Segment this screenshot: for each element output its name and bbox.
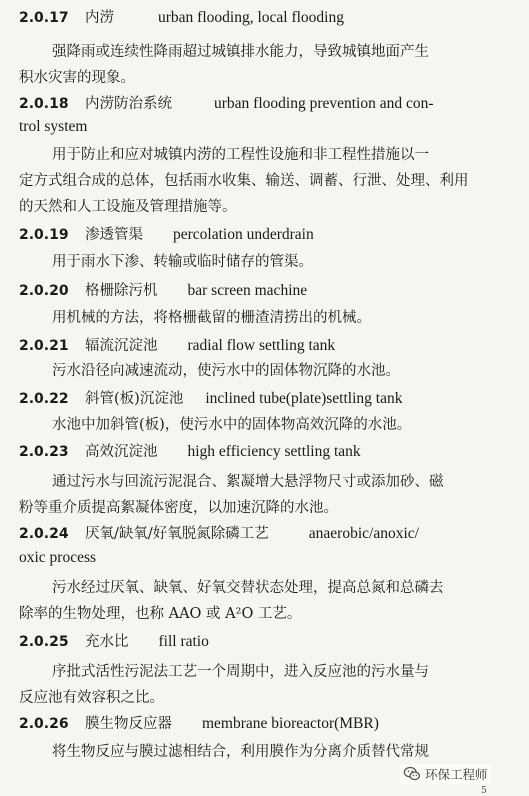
term-heading	[19, 630, 209, 651]
term-english: urban flooding prevention and con-	[214, 95, 434, 112]
term-heading	[19, 223, 314, 244]
page-number: 5	[481, 786, 487, 796]
term-number: 2.0.18	[19, 96, 69, 112]
term-number: 2.0.21	[19, 338, 69, 354]
watermark-text: 环保工程师	[425, 767, 488, 782]
term-description-line: 通过污水与回流污泥混合、絮凝增大悬浮物尺寸或添加砂、磁	[52, 474, 444, 490]
term-english: bar screen machine	[187, 282, 308, 299]
term-number: 2.0.25	[19, 634, 69, 650]
term-description-line: 粉等重介质提高絮凝体密度，以加速沉降的水池。	[19, 500, 338, 516]
term-chinese: 辐流沉淀池	[85, 338, 158, 354]
term-description-line: 用于防止和应对城镇内涝的工程性设施和非工程性措施以一	[52, 147, 429, 163]
term-description-line: 将生物反应与膜过滤相结合，利用膜作为分离介质替代常规	[52, 744, 429, 760]
term-chinese: 格栅除污机	[85, 283, 158, 299]
term-number: 2.0.20	[19, 283, 69, 299]
term-chinese: 内涝	[85, 10, 114, 26]
term-number: 2.0.23	[19, 444, 69, 460]
term-english: inclined tube(plate)settling tank	[205, 390, 403, 407]
watermark	[400, 764, 491, 784]
term-heading	[19, 279, 307, 300]
term-chinese: 膜生物反应器	[85, 716, 172, 732]
term-heading	[19, 387, 402, 408]
term-english: high efficiency settling tank	[187, 443, 361, 460]
term-heading	[19, 92, 434, 113]
term-description-line: 除率的生物处理，也称 AAO 或 A²O 工艺。	[19, 606, 302, 622]
term-heading	[19, 334, 335, 355]
term-description-line: 的天然和人工设施及管理措施等。	[19, 199, 237, 215]
term-heading	[19, 6, 344, 27]
term-description-line: 反应池有效容积之比。	[19, 690, 164, 706]
term-description-line: 污水经过厌氧、缺氧、好氧交替状态处理，提高总氮和总磷去	[52, 580, 444, 596]
term-description-line: 用机械的方法，将格栅截留的栅渣清捞出的机械。	[52, 310, 371, 326]
term-description-line: 污水沿径向减速流动，使污水中的固体物沉降的水池。	[52, 363, 400, 379]
term-chinese: 高效沉淀池	[85, 444, 158, 460]
term-english: radial flow settling tank	[187, 337, 336, 354]
term-description-line: 序批式活性污泥法工艺一个周期中，进入反应池的污水量与	[52, 664, 429, 680]
term-english: percolation underdrain	[173, 226, 314, 243]
wechat-icon	[403, 765, 421, 783]
term-description-line: 积水灾害的现象。	[19, 70, 135, 86]
term-number: 2.0.17	[19, 10, 69, 26]
term-description-line: 强降雨或连续性降雨超过城镇排水能力，导致城镇地面产生	[52, 44, 429, 60]
term-chinese: 厌氧/缺氧/好氧脱氮除磷工艺	[85, 526, 269, 542]
term-english: membrane bioreactor(MBR)	[202, 715, 379, 732]
term-number: 2.0.19	[19, 227, 69, 243]
term-english: urban flooding, local flooding	[158, 9, 344, 26]
term-chinese: 充水比	[85, 634, 129, 650]
term-number: 2.0.22	[19, 391, 69, 407]
term-number: 2.0.26	[19, 716, 69, 732]
term-heading	[19, 522, 419, 543]
term-chinese: 斜管(板)沉淀池	[85, 391, 184, 407]
term-description-line: 用于雨水下渗、转输或临时储存的管渠。	[52, 254, 313, 270]
term-description-line: 水池中加斜管(板)，使污水中的固体物高效沉降的水池。	[52, 417, 412, 433]
term-chinese: 内涝防治系统	[85, 96, 172, 112]
term-chinese: 渗透管渠	[85, 227, 143, 243]
term-english-continued: oxic process	[19, 549, 97, 566]
term-number: 2.0.24	[19, 526, 69, 542]
term-english: fill ratio	[158, 633, 209, 650]
term-description-line: 定方式组合成的总体，包括雨水收集、输送、调蓄、行泄、处理、利用	[19, 173, 469, 189]
term-english-continued: trol system	[19, 118, 88, 135]
term-english: anaerobic/anoxic/	[308, 525, 419, 542]
term-heading	[19, 440, 361, 461]
term-heading	[19, 712, 379, 733]
